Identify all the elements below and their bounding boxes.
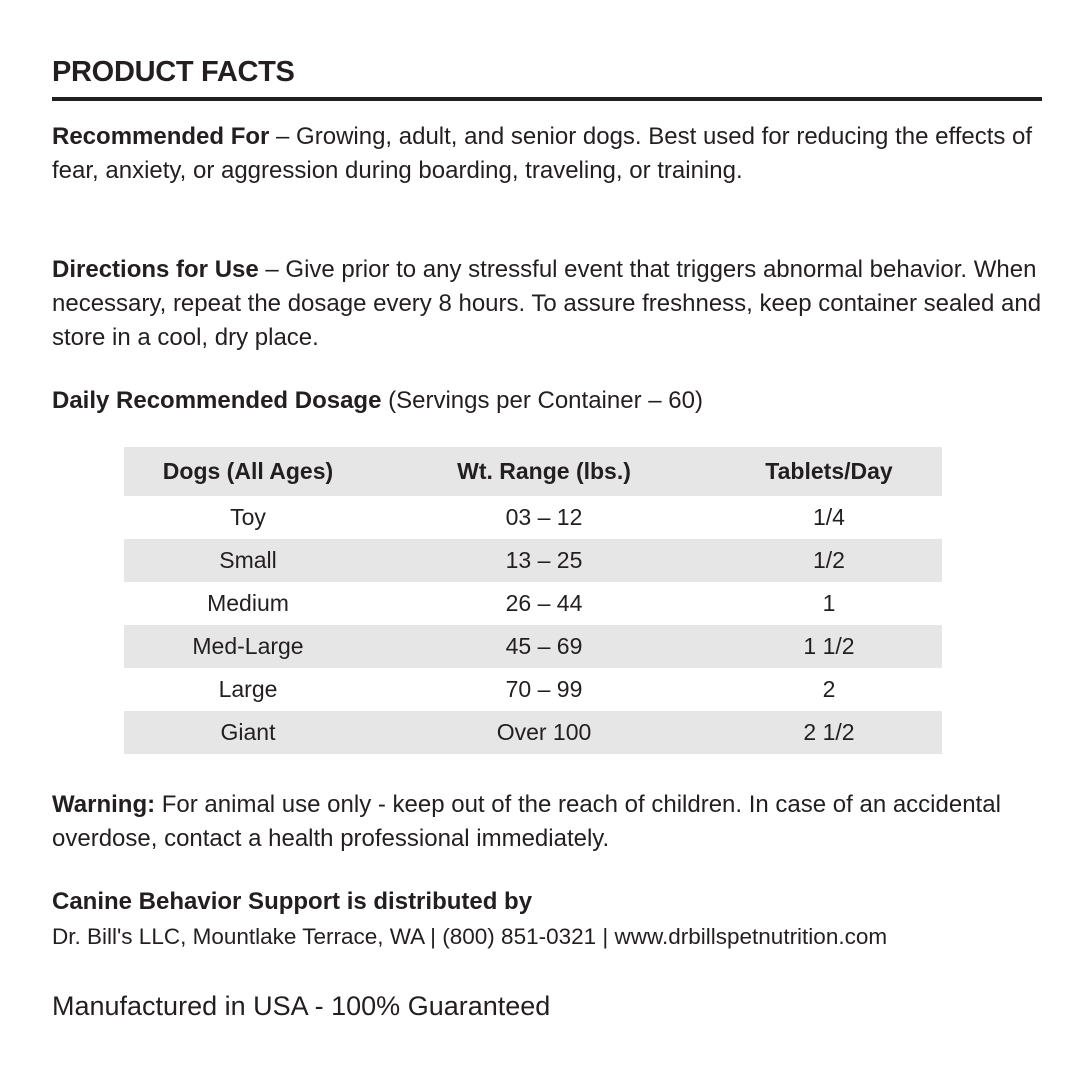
table-row <box>124 496 942 539</box>
row-size: Toy <box>230 504 266 530</box>
table-row <box>124 668 942 711</box>
row-tablets: 1 1/2 <box>716 625 942 668</box>
row-size: Med-Large <box>124 625 372 668</box>
column-header-tablets: Tablets/Day <box>716 447 942 496</box>
row-size: Giant <box>124 711 372 754</box>
row-tablets: 1 <box>822 590 836 616</box>
distributor-contact-line: Dr. Bill's LLC, Mountlake Terrace, WA | (800) 851-0321 | www.drbillspetnutrition.com <box>52 924 888 949</box>
distributor-heading-text: Canine Behavior Support is distributed by <box>52 888 533 915</box>
row-size: Large <box>218 676 278 702</box>
row-weight: 45 – 69 <box>372 625 716 668</box>
distributor-heading <box>52 885 1042 919</box>
directions-text: – Give prior to any stressful event that triggers abnormal behavior. When necessary, repeat the dosage every 8 hours. To assure freshness, keep container sealed and store in a cool, dry place. <box>52 256 1042 351</box>
table-row <box>124 625 942 668</box>
dosage-table <box>124 447 942 754</box>
table-row <box>124 539 942 582</box>
table-header-row <box>124 447 942 496</box>
recommended-for-label: Recommended For <box>52 123 270 150</box>
table-row <box>124 582 942 625</box>
manufactured-line: Manufactured in USA - 100% Guaranteed <box>52 991 551 1021</box>
row-tablets: 2 <box>822 676 836 702</box>
column-header-weight: Wt. Range (lbs.) <box>372 447 716 496</box>
warning-paragraph <box>52 788 1042 856</box>
row-weight: 70 – 99 <box>505 676 583 702</box>
recommended-for-text: – Growing, adult, and senior dogs. Best used for reducing the effects of fear, anxiety, or aggression during boarding, traveling, or training. <box>52 123 1033 184</box>
recommended-for-paragraph <box>52 120 1042 188</box>
dosage-note: (Servings per Container – 60) <box>381 387 703 414</box>
row-weight: Over 100 <box>372 711 716 754</box>
dosage-label: Daily Recommended Dosage <box>52 387 382 414</box>
row-tablets: 2 1/2 <box>716 711 942 754</box>
warning-label: Warning: <box>52 791 156 818</box>
directions-label: Directions for Use <box>52 256 259 283</box>
row-weight: 13 – 25 <box>372 539 716 582</box>
directions-paragraph <box>52 253 1042 355</box>
row-weight: 03 – 12 <box>505 504 583 530</box>
warning-text: For animal use only - keep out of the reach of children. In case of an accidental overdose, contact a health professional immediately. <box>52 791 1001 852</box>
row-size: Medium <box>207 590 289 616</box>
row-tablets: 1/4 <box>813 504 845 530</box>
page-title: PRODUCT FACTS <box>52 56 295 88</box>
row-size: Small <box>124 539 372 582</box>
title-divider <box>52 97 1042 101</box>
table-row <box>124 711 942 754</box>
row-weight: 26 – 44 <box>505 590 583 616</box>
row-tablets: 1/2 <box>716 539 942 582</box>
column-header-dogs: Dogs (All Ages) <box>124 447 372 496</box>
dosage-heading <box>52 384 1042 418</box>
